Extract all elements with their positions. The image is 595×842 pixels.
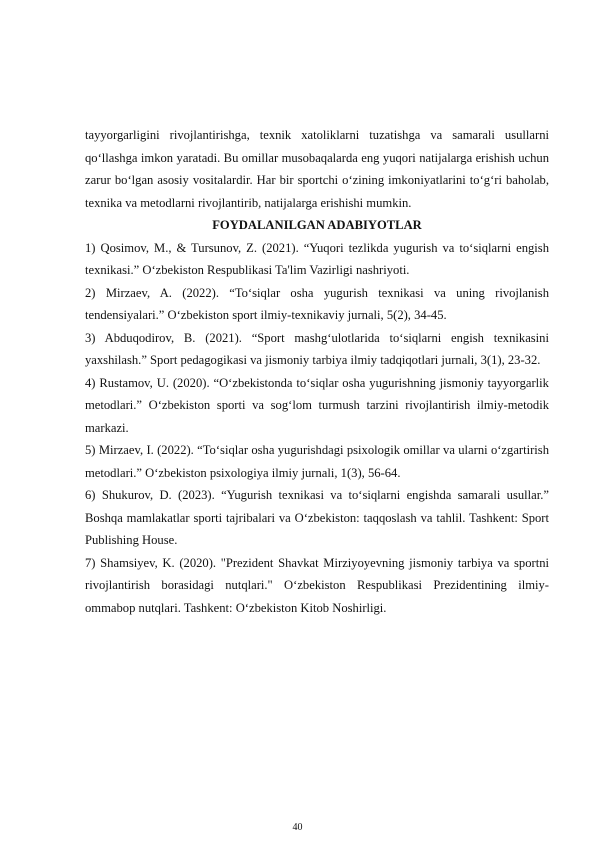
reference-item: [85, 484, 549, 552]
reference-text: Mirzaev, A. (2022). “To‘siqlar osha yugurish texnikasi va uning rivojlanish tendensiyalari.” O‘zbekiston sport ilmiy-texnikaviy jurnali, 5(2), 34-45.: [85, 285, 550, 322]
reference-text: Shukurov, D. (2023). “Yugurish texnikasi va to‘siqlarni engishda samarali usullar.” Boshqa mamlakatlar sporti tajribalari va O‘zbekiston: taqqoslash va tahlil. Tashkent: Sport Publishing House.: [85, 488, 549, 547]
reference-number: 3): [85, 330, 96, 345]
reference-text: Rustamov, U. (2020). “O‘zbekistonda to‘siqlar osha yugurishning jismoniy tayyorgarlik metodlari.” O‘zbekiston sporti va sog‘lom turmush tarzini rivojlantirish ilmiy-metodik markazi.: [85, 375, 549, 435]
reference-number: 6): [85, 488, 96, 502]
reference-item: [85, 282, 549, 327]
reference-number: 7): [85, 555, 96, 570]
reference-number: 4): [85, 375, 96, 390]
reference-item: [85, 327, 549, 372]
reference-text: Mirzaev, I. (2022). “To‘siqlar osha yugurishdagi psixologik omillar va ularni o‘zgartirish metodlari.” O‘zbekiston psixologiya ilmiy jurnali, 1(3), 56-64.: [85, 443, 549, 480]
reference-text: Abduqodirov, B. (2021). “Sport mashg‘ulotlarida to‘siqlarni engish texnikasini yaxshilash.” Sport pedagogikasi va jismoniy tarbiya ilmiy tadqiqotlari jurnali, 3(1), 23-32.: [85, 330, 549, 367]
page-number: 40: [292, 822, 303, 833]
reference-item: [85, 439, 549, 484]
references-heading: FOYDALANILGAN ADABIYOTLAR: [212, 218, 422, 232]
body-paragraph: tayyorgarligini rivojlantirishga, texnik xatoliklarni tuzatishga va samarali usullarni qo‘llashga imkon yaratadi. Bu omillar musobaqalarda eng yuqori natijalarga erishish uchun zarur bo‘lgan asosiy vositalardir. Har bir sportchi o‘zining imkoniyatlarini to‘g‘ri baholab, texnika va metodlarni rivojlantirib, natijalarga erishishi mumkin.: [85, 128, 549, 210]
reference-item: [85, 552, 549, 620]
reference-item: [85, 372, 549, 440]
document-page: [85, 124, 549, 619]
reference-text: Shamsiyev, K. (2020). "Prezident Shavkat Mirziyoyevning jismoniy tarbiya va sportni rivojlantirish borasidagi nutqlari." O‘zbekiston Respublikasi Prezidentining ilmiy-ommabop nutqlari. Tashkent: O‘zbekiston Kitob Noshirligi.: [85, 555, 549, 615]
reference-number: 5): [85, 443, 96, 457]
reference-number: 1): [85, 240, 96, 255]
reference-text: Qosimov, M., & Tursunov, Z. (2021). “Yuqori tezlikda yugurish va to‘siqlarni engish texnikasi.” O‘zbekiston Respublikasi Ta'lim Vazirligi nashriyoti.: [85, 240, 549, 277]
references-list: [85, 237, 549, 620]
reference-number: 2): [85, 285, 96, 300]
reference-item: [85, 237, 549, 282]
